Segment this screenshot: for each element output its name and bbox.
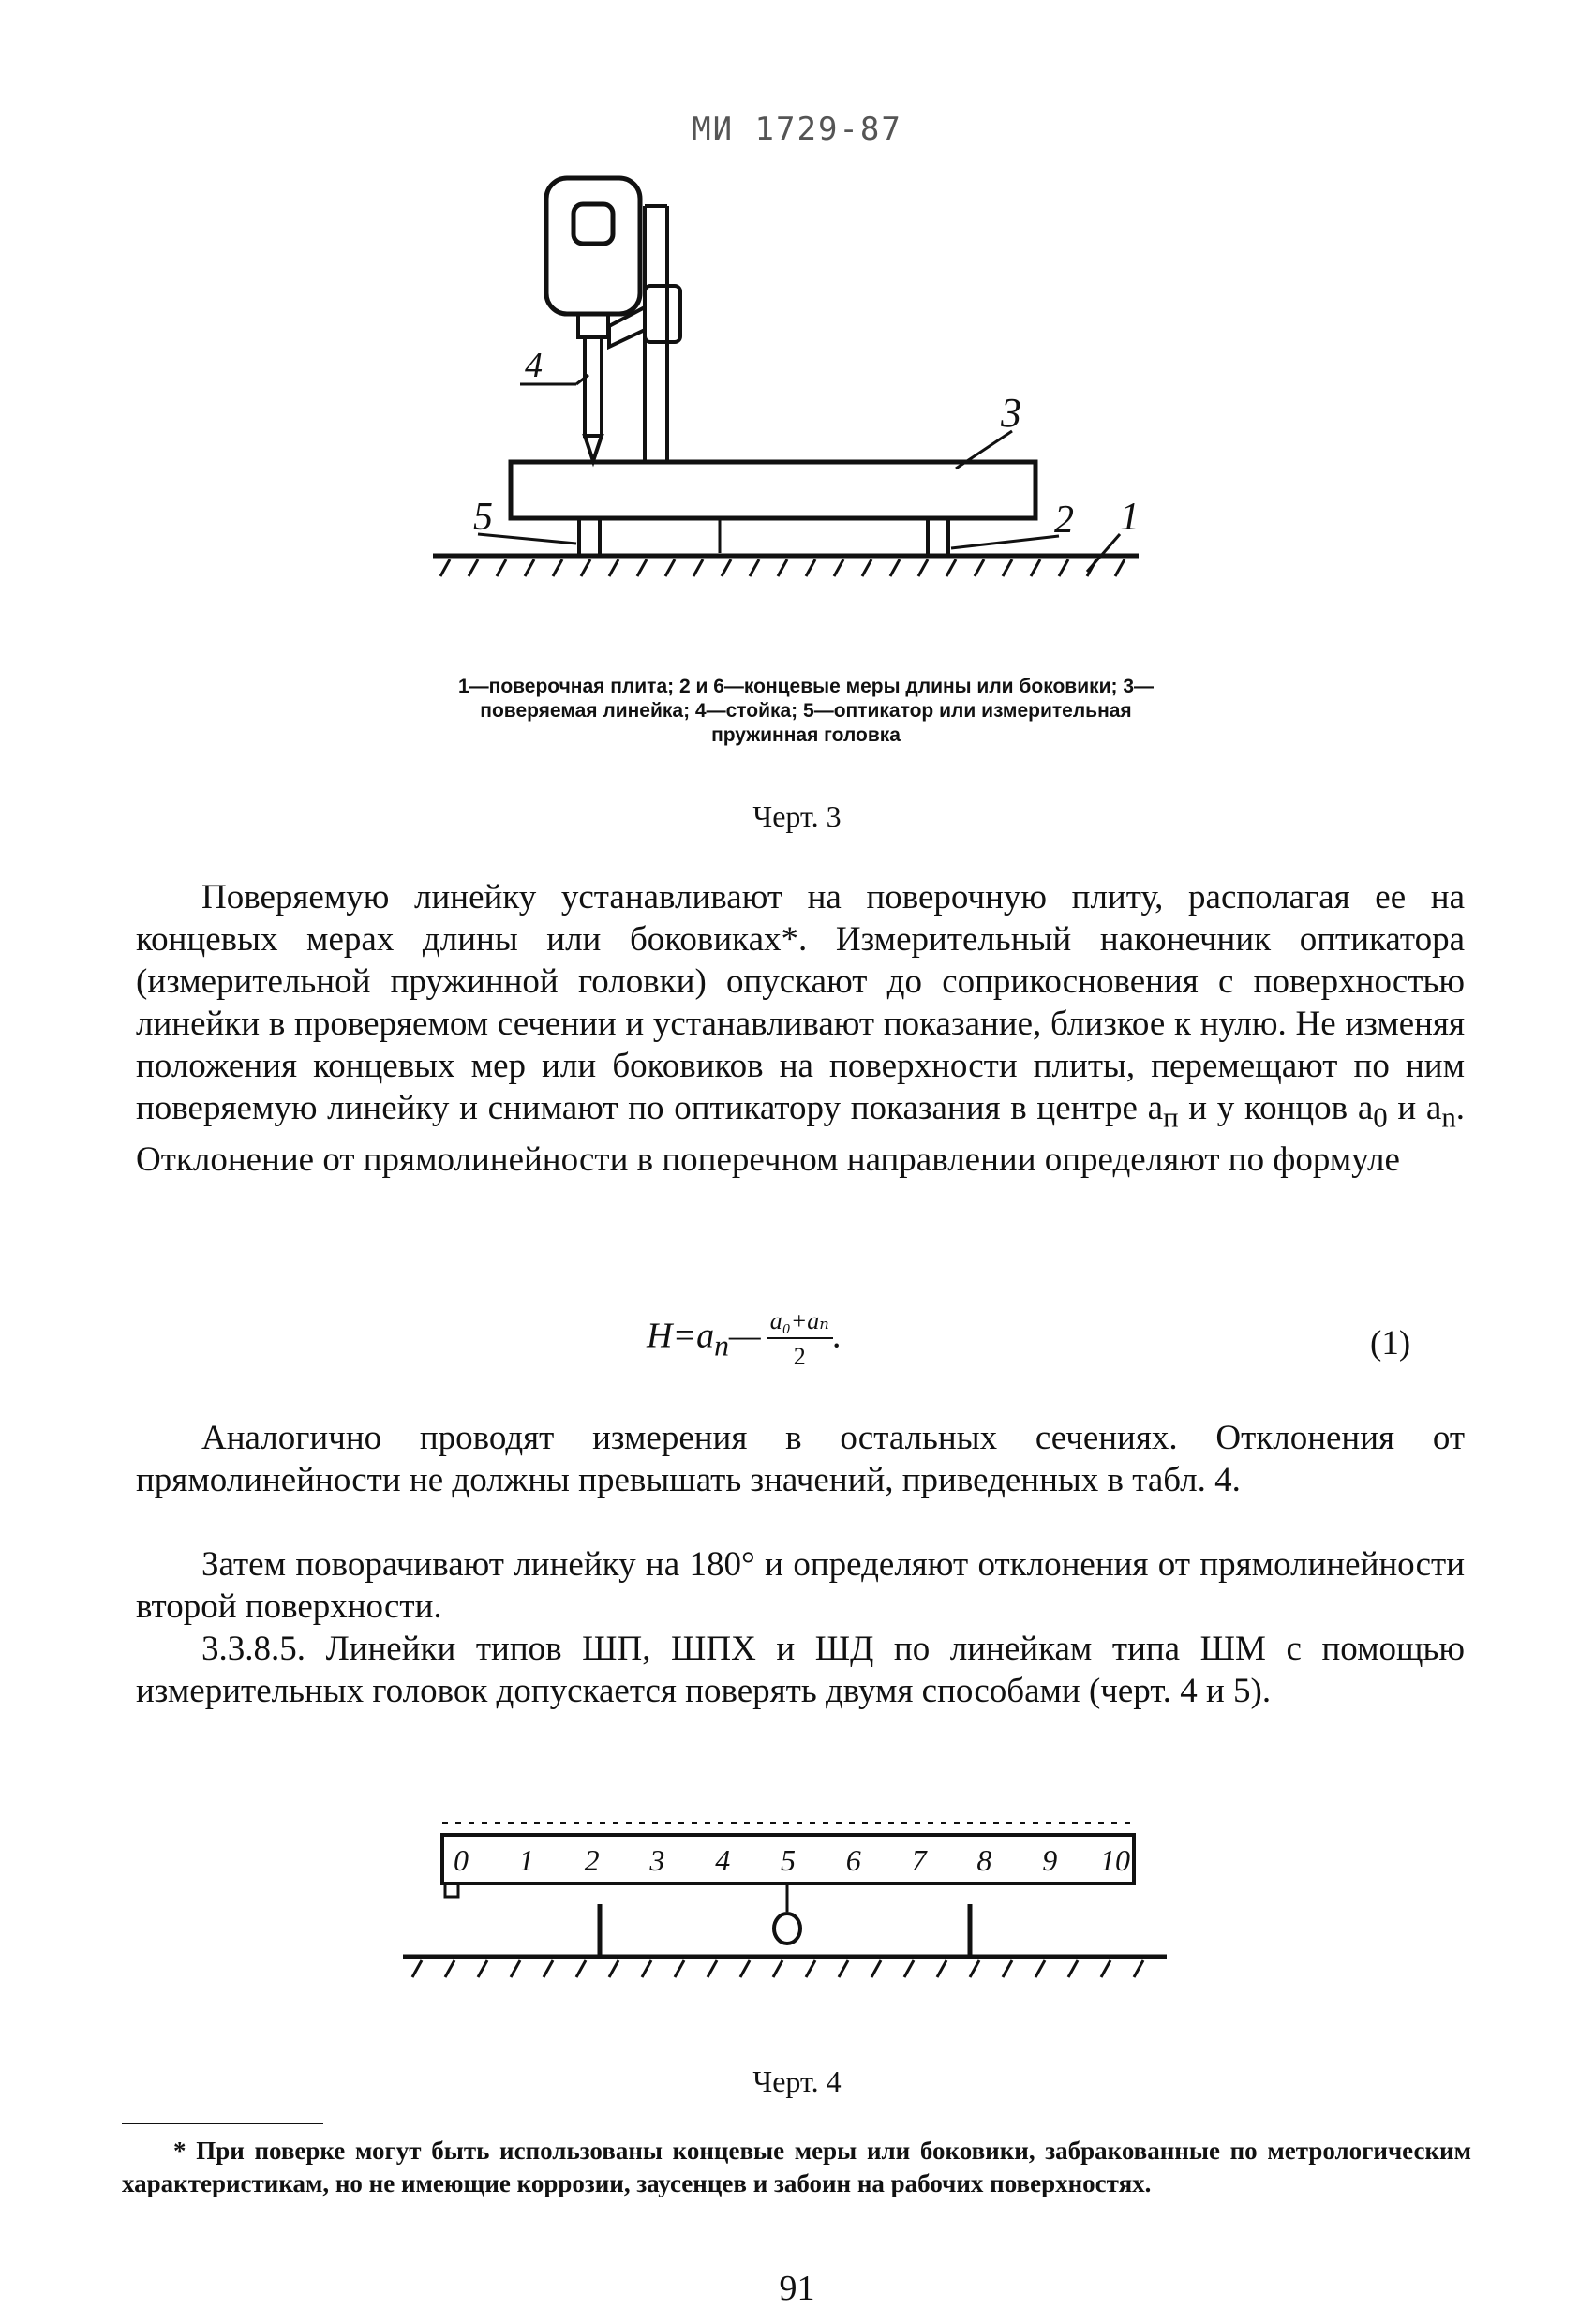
gauge-block-left bbox=[579, 518, 600, 556]
paragraph-procedure-mid: и у концов a bbox=[1178, 1089, 1374, 1127]
figure-3-legend: 1—поверочная плита; 2 и 6—концевые меры длины или боковики; 3—поверяемая линейка; 4—стойка; 5—оптикатор или измерительная пружинная головка bbox=[457, 676, 1155, 746]
page-number: 91 bbox=[779, 2269, 815, 2308]
scale-label: 1 bbox=[518, 1843, 534, 1877]
figure-4-diagram bbox=[0, 1818, 1594, 2034]
callout-4: 4 bbox=[525, 346, 543, 385]
figure-3-caption: Черт. 3 bbox=[752, 799, 842, 833]
probe-stem bbox=[585, 337, 602, 436]
indicator-head bbox=[774, 1914, 800, 1944]
scale-label: 5 bbox=[781, 1843, 796, 1877]
sub-n: n bbox=[1441, 1101, 1456, 1134]
scale-label: 4 bbox=[715, 1843, 731, 1877]
scale-label: 10 bbox=[1100, 1843, 1130, 1877]
formula-minus: — bbox=[728, 1316, 761, 1356]
stand-clamp bbox=[645, 286, 680, 342]
sub-center: п bbox=[1163, 1101, 1179, 1134]
optikator-neck bbox=[578, 314, 608, 337]
formula-numerator: a₀+aₙ bbox=[767, 1307, 833, 1339]
sub-zero: 0 bbox=[1373, 1101, 1388, 1134]
document-code-header: МИ 1729-87 bbox=[692, 111, 902, 148]
figure-3-diagram bbox=[0, 159, 1594, 722]
formula-lhs-sub: п bbox=[714, 1329, 729, 1363]
paragraph-3-3-8-5: 3.3.8.5. Линейки типов ШП, ШПХ и ШД по линейкам типа ШМ с помощью измерительных головок допускается поверять двумя способами (черт. 4 и 5). bbox=[136, 1630, 1465, 1710]
callout-3: 3 bbox=[1001, 390, 1021, 436]
formula-lhs: H=a bbox=[647, 1316, 715, 1356]
paragraph-rotate: Затем поворачивают линейку на 180° и определяют отклонения от прямолинейности второй поверхности. bbox=[136, 1545, 1465, 1626]
gauge-block-right bbox=[928, 518, 948, 556]
callout-5: 5 bbox=[473, 496, 493, 539]
scale-label: 2 bbox=[584, 1843, 600, 1877]
scale-label: 3 bbox=[649, 1843, 665, 1877]
checked-ruler bbox=[511, 462, 1035, 518]
paragraph-procedure-text: Поверяемую линейку устанавливают на поверочную плиту, располагая ее на концевых мерах длины или боковиках*. Измерительный наконечник оптикатора (измерительной пружинной головки) опускают до соприкосновения с поверхностью линейки в проверяемом сечении и устанавливают показание, близкое к нулю. Не изменяя положения концевых мер или боковиков на поверхности плиты, перемещают по ним поверяемую линейку и снимают по оптикатору показания в центре a bbox=[136, 878, 1465, 1127]
callout-2: 2 bbox=[1054, 499, 1074, 542]
optikator-window bbox=[574, 204, 613, 244]
scale-label: 7 bbox=[911, 1843, 927, 1877]
formula-fraction bbox=[767, 1307, 833, 1371]
formula-tail: . bbox=[832, 1316, 842, 1356]
scale-label: 9 bbox=[1042, 1843, 1058, 1877]
formula-denominator: 2 bbox=[793, 1343, 806, 1370]
paragraph-procedure bbox=[136, 876, 1465, 1181]
callout-1: 1 bbox=[1120, 496, 1140, 539]
footnote-rule bbox=[122, 2123, 323, 2124]
paragraph-other-sections: Аналогично проводят измерения в остальных сечениях. Отклонения от прямолинейности не должны превышать значений, приведенных в табл. 4. bbox=[136, 1419, 1465, 1499]
scale-label: 6 bbox=[845, 1843, 861, 1877]
footnote: * При поверке могут быть использованы концевые меры или боковики, забракованные по метрологическим характеристикам, но не имеющие коррозии, заусенцев и забоин на рабочих поверхностях. bbox=[122, 2137, 1471, 2197]
formula-1 bbox=[647, 1307, 842, 1371]
figure-4-caption: Черт. 4 bbox=[752, 2064, 842, 2098]
equation-number: (1) bbox=[1370, 1324, 1411, 1363]
paragraph-procedure-end: . Отклонение от прямолинейности в поперечном направлении определяют по формуле bbox=[136, 1089, 1465, 1180]
scale-label: 0 bbox=[454, 1843, 469, 1877]
paragraph-procedure-mid2: и a bbox=[1387, 1089, 1442, 1127]
scale-label: 8 bbox=[976, 1843, 992, 1877]
